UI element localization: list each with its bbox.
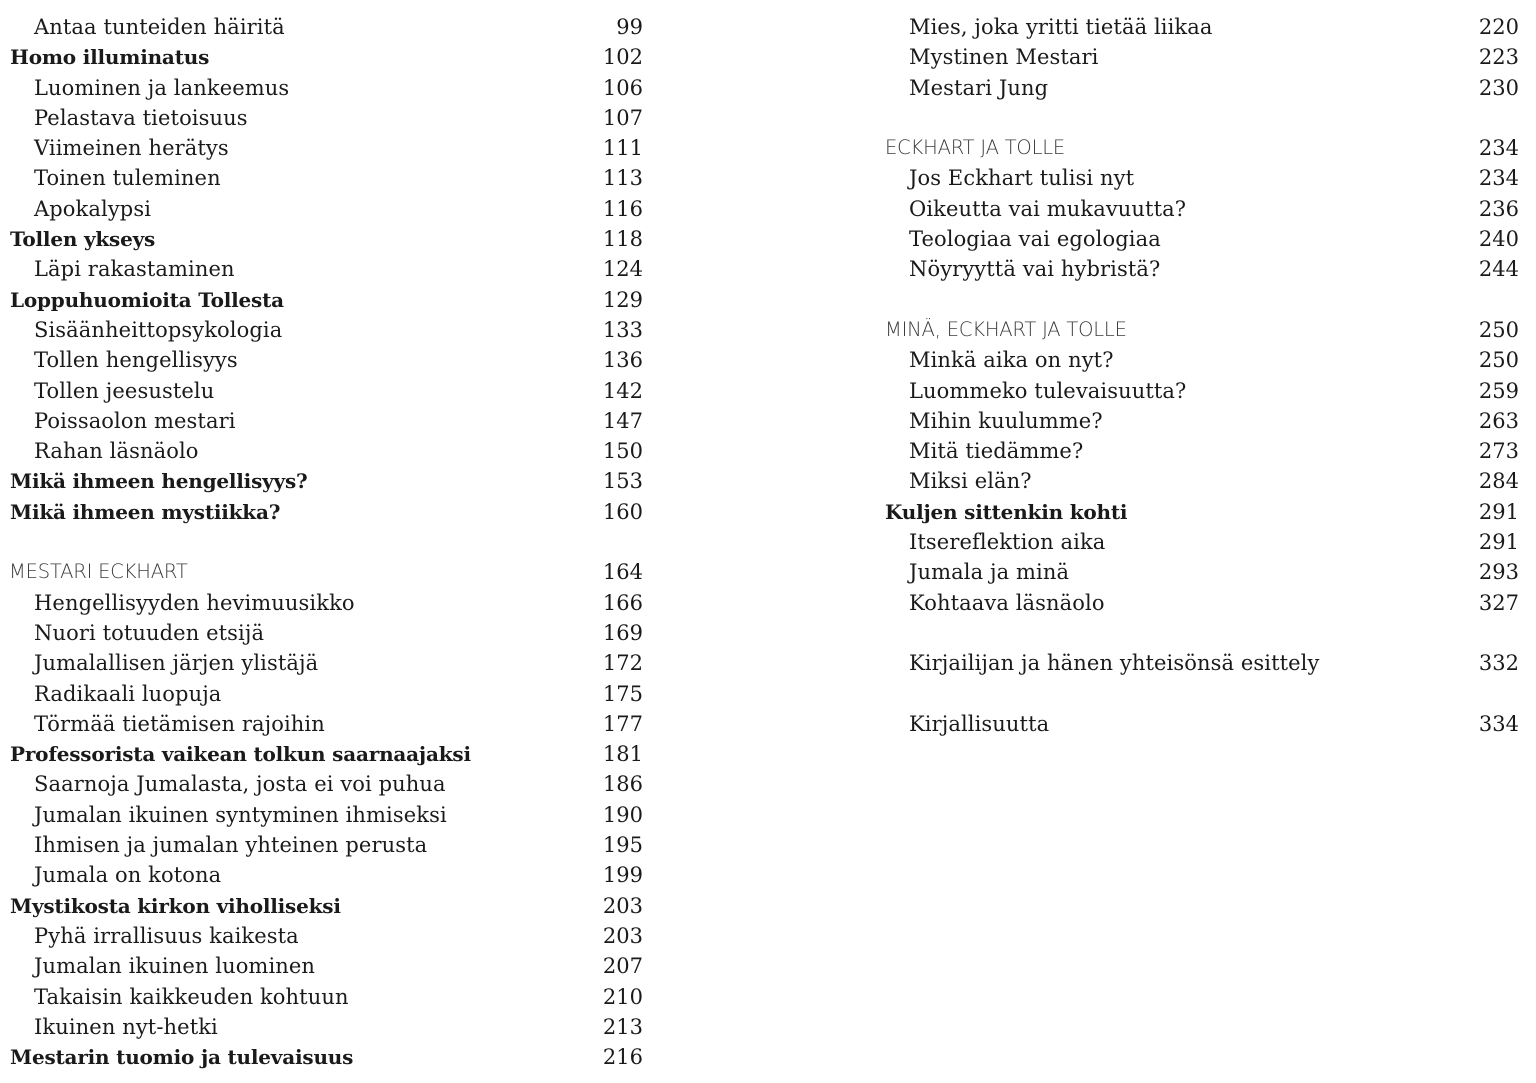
- toc-part-heading: [0, 557, 655, 587]
- toc-entry-title: Mikä ihmeen mystiikka?: [10, 499, 281, 524]
- toc-entry-title: Mestarin tuomio ja tulevaisuus: [10, 1045, 354, 1070]
- toc-spacer: [0, 527, 655, 557]
- toc-entry-title: Homo illuminatus: [10, 45, 210, 70]
- toc-entry-page-number: 113: [602, 166, 643, 191]
- toc-section-entry: [0, 103, 655, 133]
- toc-entry-page-number: 236: [1478, 196, 1519, 221]
- toc-column-right: [876, 12, 1531, 739]
- toc-entry-page-number: 99: [616, 15, 643, 39]
- toc-section-entry: [0, 133, 655, 163]
- toc-column-left: [0, 12, 655, 1072]
- toc-chapter-entry: [0, 466, 655, 496]
- toc-chapter-entry: [0, 285, 655, 315]
- toc-section-entry: [876, 194, 1531, 224]
- toc-entry-page-number: 181: [602, 742, 643, 767]
- toc-entry-title: Poissaolon mestari: [34, 408, 236, 433]
- toc-entry-page-number: 216: [602, 1045, 643, 1070]
- toc-section-entry: [0, 830, 655, 860]
- toc-entry-page-number: 244: [1478, 257, 1519, 282]
- toc-section-entry: [876, 345, 1531, 375]
- toc-entry-page-number: 234: [1478, 136, 1519, 161]
- toc-chapter-entry: [0, 42, 655, 72]
- toc-entry-title: Mitä tiedämme?: [909, 439, 1084, 464]
- toc-entry-page-number: 203: [602, 923, 643, 948]
- toc-entry-page-number: 129: [602, 287, 643, 312]
- toc-section-entry: [0, 618, 655, 648]
- toc-entry-title: Ikuinen nyt-hetki: [34, 1014, 218, 1039]
- toc-entry-title: Teologiaa vai egologiaa: [909, 227, 1161, 252]
- toc-spacer: [876, 285, 1531, 315]
- toc-section-entry: [0, 12, 655, 42]
- toc-entry-page-number: 273: [1478, 439, 1519, 464]
- toc-section-entry: [876, 224, 1531, 254]
- toc-entry-title: Tollen jeesustelu: [34, 378, 215, 403]
- toc-entry-title: Miksi elän?: [909, 469, 1032, 494]
- toc-entry-page-number: 175: [602, 681, 643, 706]
- toc-entry-title: Kuljen sittenkin kohti: [885, 499, 1128, 524]
- toc-entry-title: Toinen tuleminen: [34, 166, 221, 191]
- toc-section-entry: [876, 588, 1531, 618]
- toc-entry-page-number: 169: [602, 620, 643, 645]
- toc-section-entry: [0, 951, 655, 981]
- toc-entry-page-number: 210: [602, 984, 643, 1009]
- toc-section-entry: [0, 679, 655, 709]
- toc-section-entry: [0, 406, 655, 436]
- toc-entry-page-number: 186: [602, 772, 643, 797]
- toc-entry-page-number: 195: [602, 833, 643, 858]
- toc-section-entry: [876, 648, 1531, 678]
- toc-section-entry: [876, 527, 1531, 557]
- toc-entry-title: Mikä ihmeen hengellisyys?: [10, 469, 308, 494]
- toc-entry-title: Takaisin kaikkeuden kohtuun: [34, 984, 349, 1009]
- toc-section-entry: [876, 73, 1531, 103]
- toc-entry-title: Saarnoja Jumalasta, josta ei voi puhua: [34, 772, 446, 797]
- toc-entry-title: Minkä aika on nyt?: [909, 348, 1114, 373]
- toc-entry-page-number: 240: [1478, 227, 1519, 252]
- toc-entry-title: Mystikosta kirkon viholliseksi: [10, 893, 341, 918]
- toc-section-entry: [0, 376, 655, 406]
- toc-entry-title: Antaa tunteiden häiritä: [34, 15, 285, 39]
- toc-section-entry: [0, 73, 655, 103]
- toc-entry-page-number: 291: [1478, 530, 1519, 555]
- toc-chapter-entry: [0, 1042, 655, 1072]
- toc-section-entry: [0, 163, 655, 193]
- toc-section-entry: [0, 709, 655, 739]
- toc-entry-title: Nöyryyttä vai hybristä?: [909, 257, 1161, 282]
- toc-chapter-entry: [0, 891, 655, 921]
- toc-entry-page-number: 166: [602, 590, 643, 615]
- toc-entry-page-number: 234: [1478, 166, 1519, 191]
- toc-entry-title: Radikaali luopuja: [34, 681, 222, 706]
- toc-entry-page-number: 291: [1478, 499, 1519, 524]
- toc-entry-title: Kirjallisuutta: [909, 711, 1050, 736]
- toc-entry-page-number: 250: [1478, 348, 1519, 373]
- toc-entry-page-number: 124: [602, 257, 643, 282]
- toc-entry-page-number: 153: [602, 469, 643, 494]
- toc-entry-page-number: 223: [1478, 45, 1519, 70]
- toc-entry-title: ECKHART JA TOLLE: [885, 136, 1066, 160]
- toc-section-entry: [0, 982, 655, 1012]
- toc-entry-page-number: 136: [602, 348, 643, 373]
- toc-section-entry: [0, 345, 655, 375]
- toc-section-entry: [0, 1012, 655, 1042]
- toc-section-entry: [0, 860, 655, 890]
- toc-entry-title: Nuori totuuden etsijä: [34, 620, 265, 645]
- toc-entry-page-number: 142: [602, 378, 643, 403]
- toc-entry-page-number: 213: [602, 1014, 643, 1039]
- toc-entry-page-number: 284: [1478, 469, 1519, 494]
- toc-section-entry: [0, 588, 655, 618]
- toc-section-entry: [0, 436, 655, 466]
- toc-section-entry: [876, 376, 1531, 406]
- toc-entry-title: Tollen hengellisyys: [34, 348, 238, 373]
- toc-entry-title: Viimeinen herätys: [34, 136, 229, 161]
- toc-entry-title: Jumala on kotona: [34, 863, 222, 888]
- toc-section-entry: [0, 194, 655, 224]
- toc-entry-title: Ihmisen ja jumalan yhteinen perusta: [34, 833, 428, 858]
- toc-entry-page-number: 133: [602, 317, 643, 342]
- toc-entry-title: Tollen ykseys: [10, 227, 156, 252]
- toc-entry-page-number: 293: [1478, 560, 1519, 585]
- toc-entry-page-number: 147: [602, 408, 643, 433]
- toc-section-entry: [876, 254, 1531, 284]
- toc-entry-title: Mies, joka yritti tietää liikaa: [909, 15, 1213, 39]
- toc-spacer: [876, 679, 1531, 709]
- toc-entry-page-number: 250: [1478, 317, 1519, 342]
- toc-section-entry: [0, 921, 655, 951]
- toc-entry-page-number: 111: [602, 136, 643, 161]
- toc-section-entry: [876, 12, 1531, 42]
- toc-section-entry: [876, 163, 1531, 193]
- toc-chapter-entry: [0, 739, 655, 769]
- toc-part-heading: [876, 315, 1531, 345]
- toc-entry-page-number: 172: [602, 651, 643, 676]
- toc-section-entry: [876, 466, 1531, 496]
- toc-entry-title: Rahan läsnäolo: [34, 439, 199, 464]
- toc-entry-title: Oikeutta vai mukavuutta?: [909, 196, 1187, 221]
- toc-entry-title: Pelastava tietoisuus: [34, 105, 248, 130]
- toc-entry-page-number: 102: [602, 45, 643, 70]
- toc-section-entry: [0, 769, 655, 799]
- toc-spacer: [876, 618, 1531, 648]
- toc-entry-title: Hengellisyyden hevimuusikko: [34, 590, 355, 615]
- toc-entry-page-number: 230: [1478, 75, 1519, 100]
- toc-chapter-entry: [0, 497, 655, 527]
- toc-entry-page-number: 263: [1478, 408, 1519, 433]
- toc-entry-page-number: 106: [602, 75, 643, 100]
- toc-entry-title: Kohtaava läsnäolo: [909, 590, 1105, 615]
- toc-section-entry: [876, 557, 1531, 587]
- toc-entry-page-number: 118: [602, 227, 643, 252]
- toc-entry-title: Jumalallisen järjen ylistäjä: [34, 651, 319, 676]
- toc-entry-page-number: 190: [602, 802, 643, 827]
- toc-entry-title: MINÄ, ECKHART JA TOLLE: [885, 317, 1127, 341]
- toc-chapter-entry: [876, 497, 1531, 527]
- toc-section-entry: [876, 406, 1531, 436]
- toc-entry-title: Sisäänheittopsykologia: [34, 317, 283, 342]
- toc-entry-title: Professorista vaikean tolkun saarnaajaksi: [10, 742, 471, 767]
- toc-entry-page-number: 334: [1478, 711, 1519, 736]
- toc-entry-page-number: 107: [602, 105, 643, 130]
- toc-entry-page-number: 150: [602, 439, 643, 464]
- toc-entry-title: Loppuhuomioita Tollesta: [10, 287, 284, 312]
- toc-spacer: [876, 103, 1531, 133]
- toc-entry-title: Jumalan ikuinen syntyminen ihmiseksi: [34, 802, 447, 827]
- toc-entry-title: MESTARI ECKHART: [9, 560, 188, 584]
- toc-entry-title: Mihin kuulumme?: [909, 408, 1103, 433]
- toc-entry-title: Luommeko tulevaisuutta?: [909, 378, 1187, 403]
- toc-part-heading: [876, 133, 1531, 163]
- toc-chapter-entry: [0, 224, 655, 254]
- toc-section-entry: [876, 42, 1531, 72]
- toc-entry-title: Pyhä irrallisuus kaikesta: [34, 923, 299, 948]
- toc-entry-title: Mestari Jung: [909, 75, 1049, 100]
- toc-entry-page-number: 164: [602, 560, 643, 585]
- toc-entry-title: Läpi rakastaminen: [34, 257, 235, 282]
- toc-entry-title: Jumala ja minä: [909, 560, 1070, 585]
- toc-section-entry: [876, 436, 1531, 466]
- toc-entry-page-number: 220: [1478, 15, 1519, 39]
- toc-entry-page-number: 199: [602, 863, 643, 888]
- toc-entry-page-number: 207: [602, 954, 643, 979]
- toc-entry-page-number: 177: [602, 711, 643, 736]
- toc-section-entry: [0, 800, 655, 830]
- toc-entry-page-number: 116: [602, 196, 643, 221]
- toc-entry-page-number: 332: [1478, 651, 1519, 676]
- toc-entry-page-number: 327: [1478, 590, 1519, 615]
- toc-section-entry: [0, 315, 655, 345]
- toc-entry-title: Apokalypsi: [34, 196, 152, 221]
- toc-entry-title: Mystinen Mestari: [909, 45, 1099, 70]
- toc-entry-title: Törmää tietämisen rajoihin: [34, 711, 325, 736]
- toc-entry-title: Itsereflektion aika: [909, 530, 1106, 555]
- toc-section-entry: [876, 709, 1531, 739]
- toc-entry-title: Jos Eckhart tulisi nyt: [909, 166, 1135, 191]
- toc-entry-title: Luominen ja lankeemus: [34, 75, 290, 100]
- toc-section-entry: [0, 648, 655, 678]
- toc-entry-page-number: 203: [602, 893, 643, 918]
- toc-entry-title: Jumalan ikuinen luominen: [34, 954, 316, 979]
- toc-section-entry: [0, 254, 655, 284]
- toc-entry-page-number: 259: [1478, 378, 1519, 403]
- toc-entry-title: Kirjailijan ja hänen yhteisönsä esittely: [909, 651, 1320, 676]
- toc-entry-page-number: 160: [602, 499, 643, 524]
